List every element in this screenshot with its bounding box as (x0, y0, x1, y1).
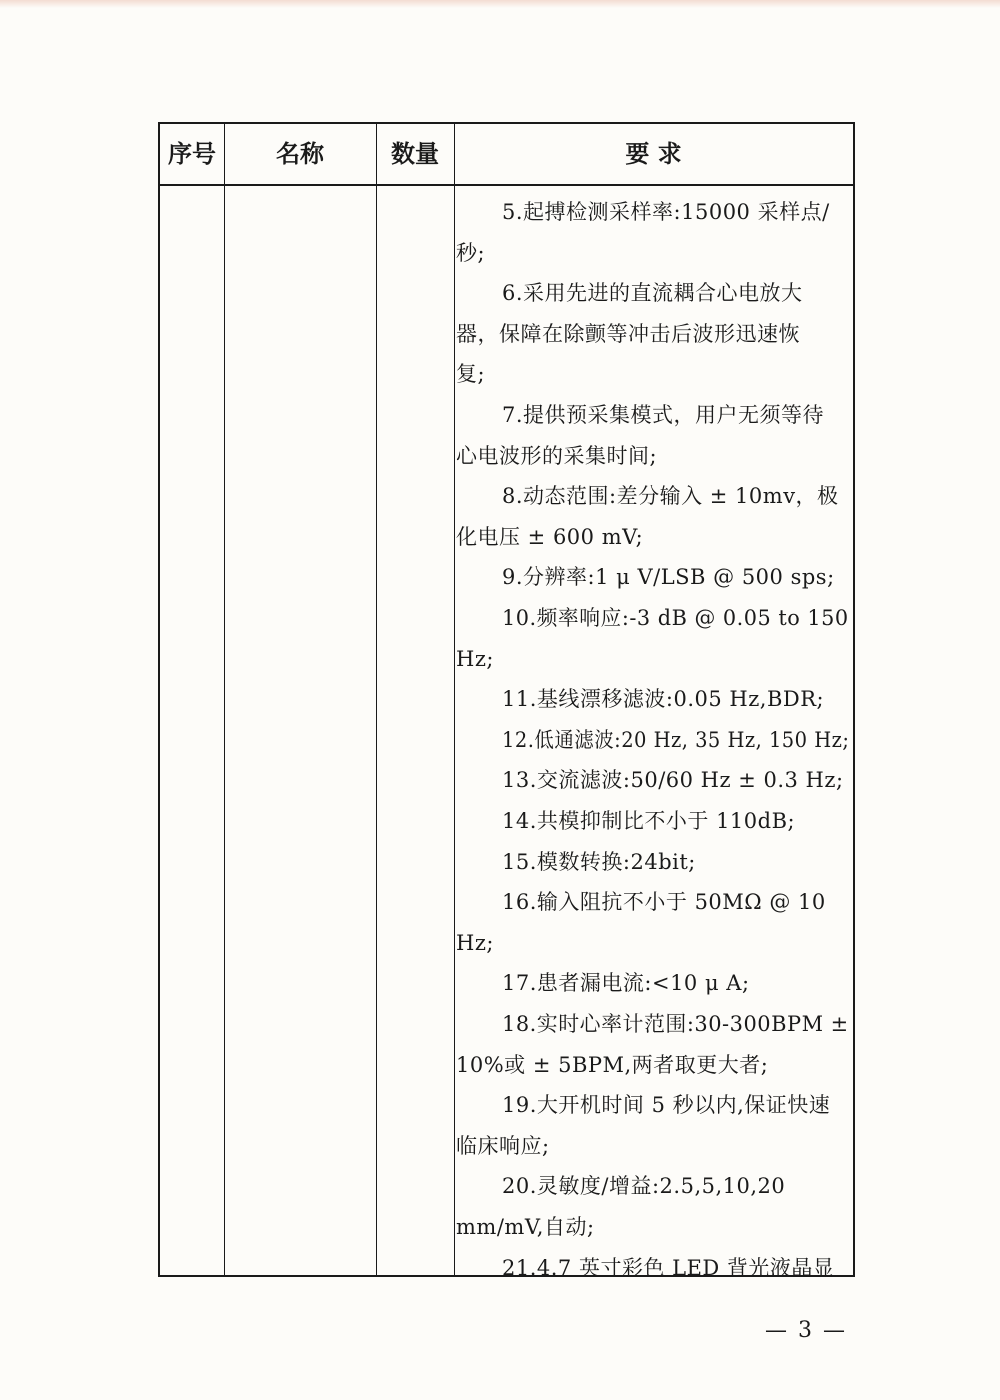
page-number: — 3 — (765, 1318, 847, 1343)
header-index: 序号 (168, 139, 216, 168)
requirement-line: Hz; (456, 646, 494, 671)
requirement-line: 16.输入阻抗不小于 50MΩ @ 10 (502, 890, 826, 915)
requirement-line: 7.提供预采集模式，用户无须等待 (502, 403, 825, 427)
column-divider (454, 124, 455, 1275)
requirement-line: 6.采用先进的直流耦合心电放大 (502, 281, 803, 306)
requirement-line: 临床响应; (456, 1133, 550, 1158)
requirement-line: 复; (456, 362, 486, 387)
table-header-row (160, 124, 853, 186)
top-edge-tint (0, 0, 1000, 8)
requirement-line: 14.共模抑制比不小于 110dB; (502, 809, 796, 833)
requirement-line: 8.动态范围:差分输入 ± 10mv，极 (502, 484, 839, 509)
requirement-line: 15.模数转换:24bit; (502, 849, 696, 874)
requirement-line: 11.基线漂移滤波:0.05 Hz,BDR; (502, 687, 825, 712)
requirement-line: 19.大开机时间 5 秒以内,保证快速 (502, 1093, 831, 1118)
requirement-line: 秒; (456, 240, 486, 265)
column-divider (376, 124, 377, 1275)
column-divider (224, 124, 225, 1275)
requirement-line: 13.交流滤波:50/60 Hz ± 0.3 Hz; (502, 768, 844, 793)
requirement-line: 21.4.7 英寸彩色 LED 背光液晶显 (502, 1255, 835, 1280)
requirement-line: 20.灵敏度/增益:2.5,5,10,20 (502, 1174, 786, 1199)
requirement-line: 9.分辨率:1 μ V/LSB @ 500 sps; (502, 565, 835, 590)
header-name: 名称 (276, 139, 324, 168)
requirement-line: 12.低通滤波:20 Hz, 35 Hz, 150 Hz; (502, 727, 850, 752)
header-quantity: 数量 (391, 139, 439, 168)
requirement-line: 17.患者漏电流:<10 μ A; (502, 971, 750, 996)
requirement-line: 5.起搏检测采样率:15000 采样点/ (502, 200, 830, 224)
requirement-line: mm/mV,自动; (456, 1215, 595, 1239)
requirements-cell (456, 186, 853, 1280)
spec-table (158, 122, 855, 1280)
requirement-line: 10.频率响应:-3 dB @ 0.05 to 150 (502, 606, 849, 630)
header-requirements: 要 求 (625, 139, 682, 168)
requirement-line: 10%或 ± 5BPM,两者取更大者; (456, 1052, 769, 1077)
requirement-line: Hz; (456, 930, 494, 955)
requirement-line: 心电波形的采集时间; (456, 443, 658, 468)
requirement-line: 器，保障在除颤等冲击后波形迅速恢 (456, 321, 800, 346)
requirement-line: 化电压 ± 600 mV; (456, 524, 644, 549)
requirement-line: 18.实时心率计范围:30-300BPM ± (502, 1012, 849, 1036)
